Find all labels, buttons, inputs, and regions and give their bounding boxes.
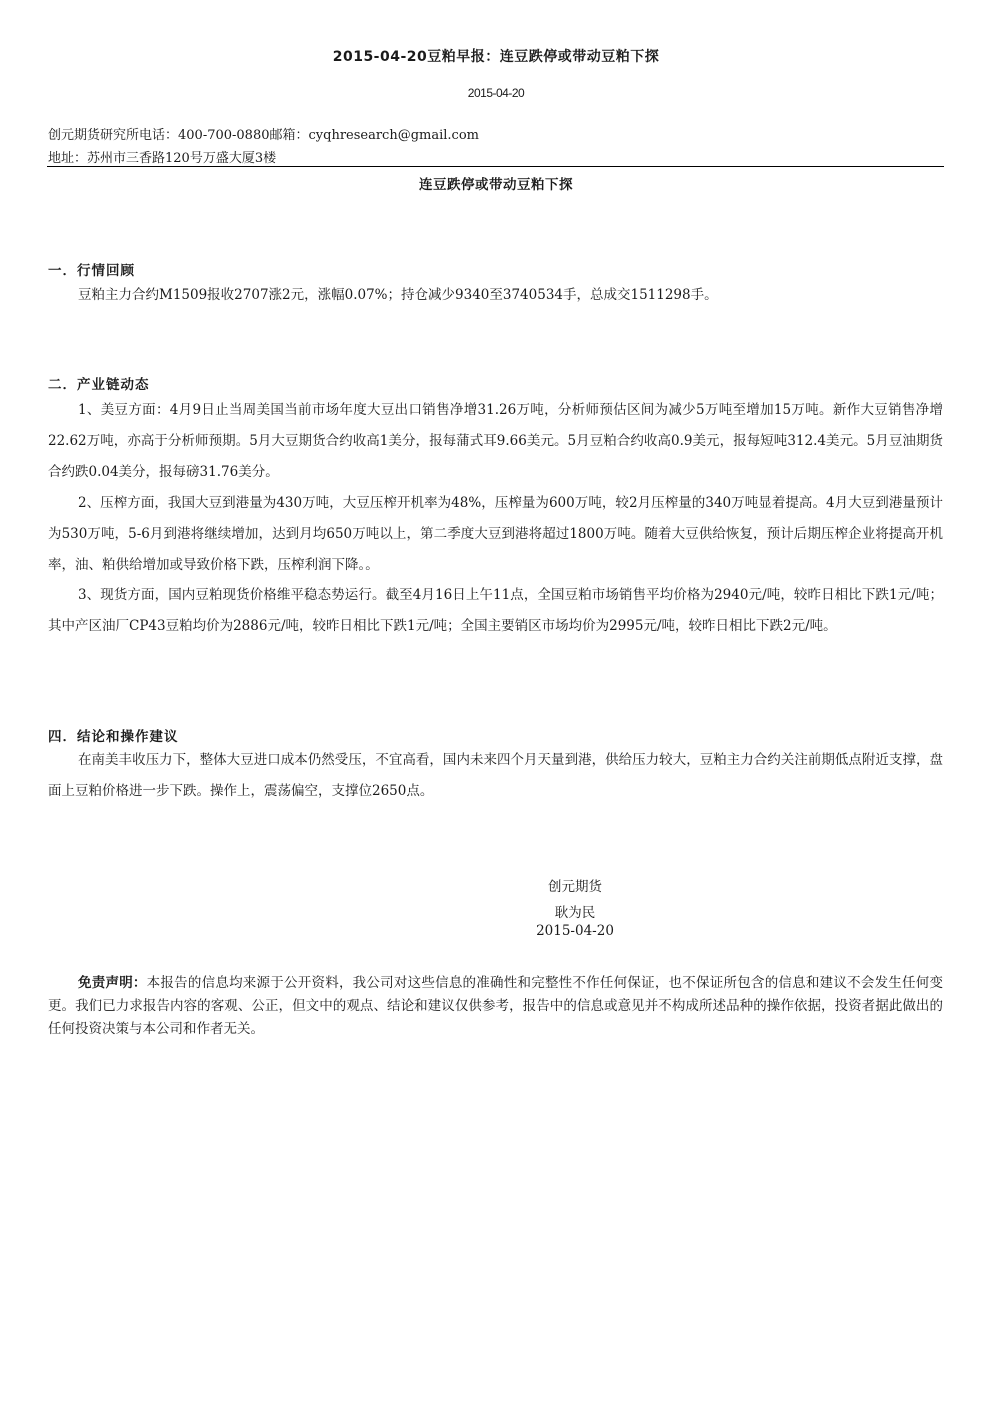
section-heading-market-review: 一．行情回顾 bbox=[48, 263, 135, 279]
disclaimer-text: 本报告的信息均来源于公开资料，我公司对这些信息的准确性和完整性不作任何保证，也不保证所包含的信息和建议不会发生任何变更。我们已力求报告内容的客观、公正，但文中的观点、结论和建议仅供参考，报告中的信息或意见并不构成所述品种的操作依据，投资者据此做出的任何投资决策与本公司和作者无关。 bbox=[48, 975, 944, 1037]
address-info: 地址：苏州市三香路120号万盛大厦3楼 bbox=[48, 151, 277, 166]
signature-company: 创元期货 bbox=[548, 879, 602, 895]
industry-paragraph-soybean: 1、美豆方面：4月9日止当周美国当前市场年度大豆出口销售净增31.26万吨，分析师预估区间为减少5万吨至增加15万吨。新作大豆销售净增22.62万吨，亦高于分析师预期。5月大豆期货合约收高1美分，报每蒲式耳9.66美元。5月豆粕合约收高0.9美元，报每短吨312.4美元。5月豆油期货合约跌0.04美分，报每磅31.76美分。 bbox=[48, 402, 943, 480]
signature-author: 耿为民 bbox=[554, 905, 596, 921]
contact-info: 创元期货研究所电话：400-700-0880邮箱：cyqhresearch@gmail.com bbox=[48, 128, 479, 143]
report-title: 2015-04-20豆粕早报：连豆跌停或带动豆粕下探 bbox=[332, 49, 660, 65]
signature-date: 2015-04-20 bbox=[536, 923, 614, 939]
market-review-paragraph: 豆粕主力合约M1509报收2707涨2元，涨幅0.07%；持仓减少9340至3740534手，总成交1511298手。 bbox=[78, 287, 718, 303]
industry-paragraph-crushing: 2、压榨方面，我国大豆到港量为430万吨，大豆压榨开机率为48%，压榨量为600万吨，较2月压榨量的340万吨显着提高。4月大豆到港量预计为530万吨，5-6月到港将继续增加，达到月均650万吨以上，第二季度大豆到港将超过1800万吨。随着大豆供给恢复，预计后期压榨企业将提高开机率，油、粕供给增加或导致价格下跌，压榨利润下降。。 bbox=[48, 495, 943, 573]
disclaimer-label: 免责声明： bbox=[78, 975, 147, 991]
conclusion-paragraph: 在南美丰收压力下，整体大豆进口成本仍然受压，不宜高看，国内未来四个月天量到港，供给压力较大，豆粕主力合约关注前期低点附近支撑，盘面上豆粕价格进一步下跌。操作上，震荡偏空，支撑位2650点。 bbox=[48, 752, 943, 799]
section-heading-conclusion: 四．结论和操作建议 bbox=[48, 729, 179, 745]
report-subtitle: 连豆跌停或带动豆粕下探 bbox=[419, 177, 573, 193]
section-heading-industry: 二．产业链动态 bbox=[48, 377, 150, 393]
disclaimer bbox=[48, 972, 943, 1041]
report-date: 2015-04-20 bbox=[467, 86, 525, 100]
header-divider bbox=[47, 166, 944, 167]
industry-paragraph-spot: 3、现货方面，国内豆粕现货价格维平稳态势运行。截至4月16日上午11点，全国豆粕市场销售平均价格为2940元/吨，较昨日相比下跌1元/吨；其中产区油厂CP43豆粕均价为2886元/吨，较昨日相比下跌1元/吨；全国主要销区市场均价为2995元/吨，较昨日相比下跌2元/吨。 bbox=[48, 587, 943, 634]
